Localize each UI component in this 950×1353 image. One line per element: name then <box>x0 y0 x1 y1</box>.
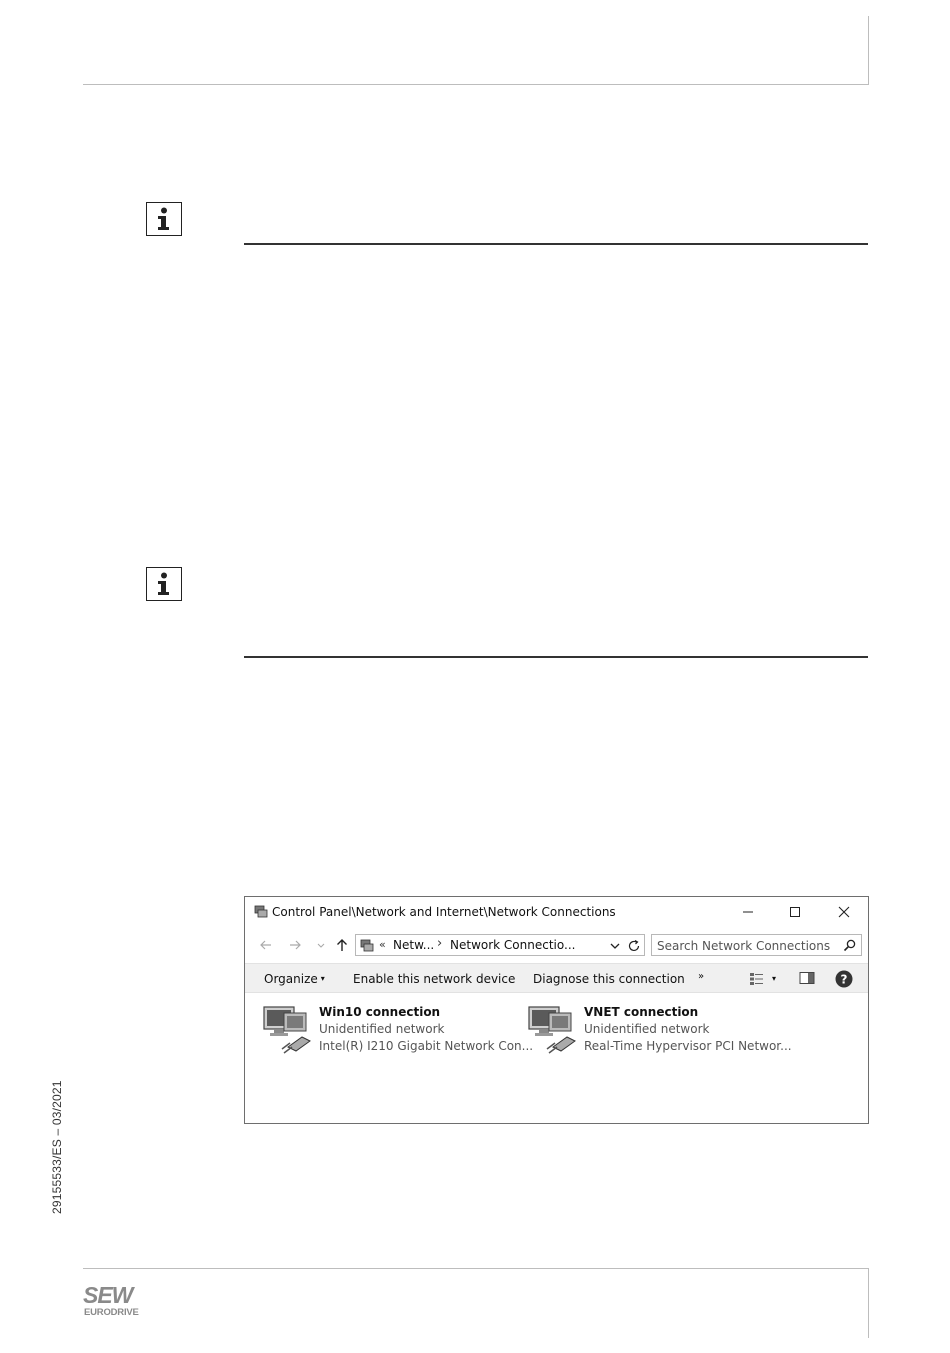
address-bar <box>245 931 868 959</box>
network-folder-icon <box>254 905 268 918</box>
minimize-icon <box>742 906 754 918</box>
arrow-right-icon <box>288 938 302 952</box>
footer-margin-rule <box>868 1268 869 1338</box>
svg-text:?: ? <box>840 972 848 987</box>
address-field[interactable] <box>355 934 645 956</box>
search-icon <box>843 939 856 952</box>
header-margin-rule <box>868 16 869 85</box>
more-commands-button[interactable]: » <box>698 971 705 982</box>
chevron-down-icon[interactable] <box>609 940 621 952</box>
document-code: 29155533/ES – 03/2021 <box>50 1080 64 1214</box>
connection-item[interactable] <box>262 1003 532 1059</box>
maximize-icon <box>789 906 801 918</box>
organize-menu[interactable] <box>264 972 325 986</box>
title-bar <box>245 897 868 927</box>
breadcrumb-network[interactable]: Netw... <box>393 938 435 952</box>
help-icon[interactable] <box>835 970 853 988</box>
connection-device: Intel(R) I210 Gigabit Network Con... <box>319 1039 534 1053</box>
network-adapter-icon <box>262 1003 316 1057</box>
window-title: Control Panel\Network and Internet\Network Connections <box>272 905 616 919</box>
organize-label: Organize <box>264 972 318 986</box>
close-button[interactable] <box>829 902 859 922</box>
sew-eurodrive-logo <box>83 1283 155 1319</box>
footer-rule <box>83 1268 869 1269</box>
connection-name: Win10 connection <box>319 1005 441 1019</box>
header-rule <box>83 84 869 85</box>
chevron-down-icon <box>314 938 328 952</box>
view-options-caret-icon[interactable]: ▾ <box>772 974 777 983</box>
info-note-icon <box>146 202 182 236</box>
recent-locations-button[interactable] <box>313 937 329 953</box>
command-bar <box>245 963 868 993</box>
up-button[interactable] <box>334 937 350 953</box>
svg-text:SEW: SEW <box>83 1283 133 1308</box>
network-adapter-icon <box>527 1003 581 1057</box>
breadcrumb-network-connections[interactable]: Network Connectio... <box>450 938 576 952</box>
maximize-button[interactable] <box>780 902 810 922</box>
refresh-icon[interactable] <box>627 939 641 953</box>
info-note-icon <box>146 567 182 601</box>
arrow-left-icon <box>259 938 273 952</box>
note-divider <box>244 243 868 245</box>
forward-button[interactable] <box>287 937 303 953</box>
diagnose-connection-button[interactable]: Diagnose this connection <box>533 972 685 986</box>
breadcrumb-separator: › <box>437 936 443 951</box>
connection-status: Unidentified network <box>584 1022 710 1036</box>
preview-pane-icon[interactable] <box>799 971 815 985</box>
note-divider <box>244 656 868 658</box>
network-folder-icon <box>360 939 374 952</box>
svg-text:EURODRIVE: EURODRIVE <box>84 1307 139 1318</box>
enable-device-button[interactable]: Enable this network device <box>353 972 516 986</box>
connection-status: Unidentified network <box>319 1022 445 1036</box>
arrow-up-icon <box>335 938 349 952</box>
close-icon <box>838 906 850 918</box>
search-placeholder: Search Network Connections <box>657 939 831 953</box>
connection-device: Real-Time Hypervisor PCI Networ... <box>584 1039 792 1053</box>
network-connections-window <box>244 896 869 1124</box>
breadcrumb-overflow[interactable]: « <box>379 938 386 951</box>
connection-name: VNET connection <box>584 1005 699 1019</box>
back-button[interactable] <box>258 937 274 953</box>
caret-down-icon: ▾ <box>320 974 325 983</box>
minimize-button[interactable] <box>733 902 763 922</box>
change-view-icon[interactable] <box>749 971 765 986</box>
search-input[interactable] <box>651 934 862 956</box>
connection-item[interactable] <box>527 1003 797 1059</box>
